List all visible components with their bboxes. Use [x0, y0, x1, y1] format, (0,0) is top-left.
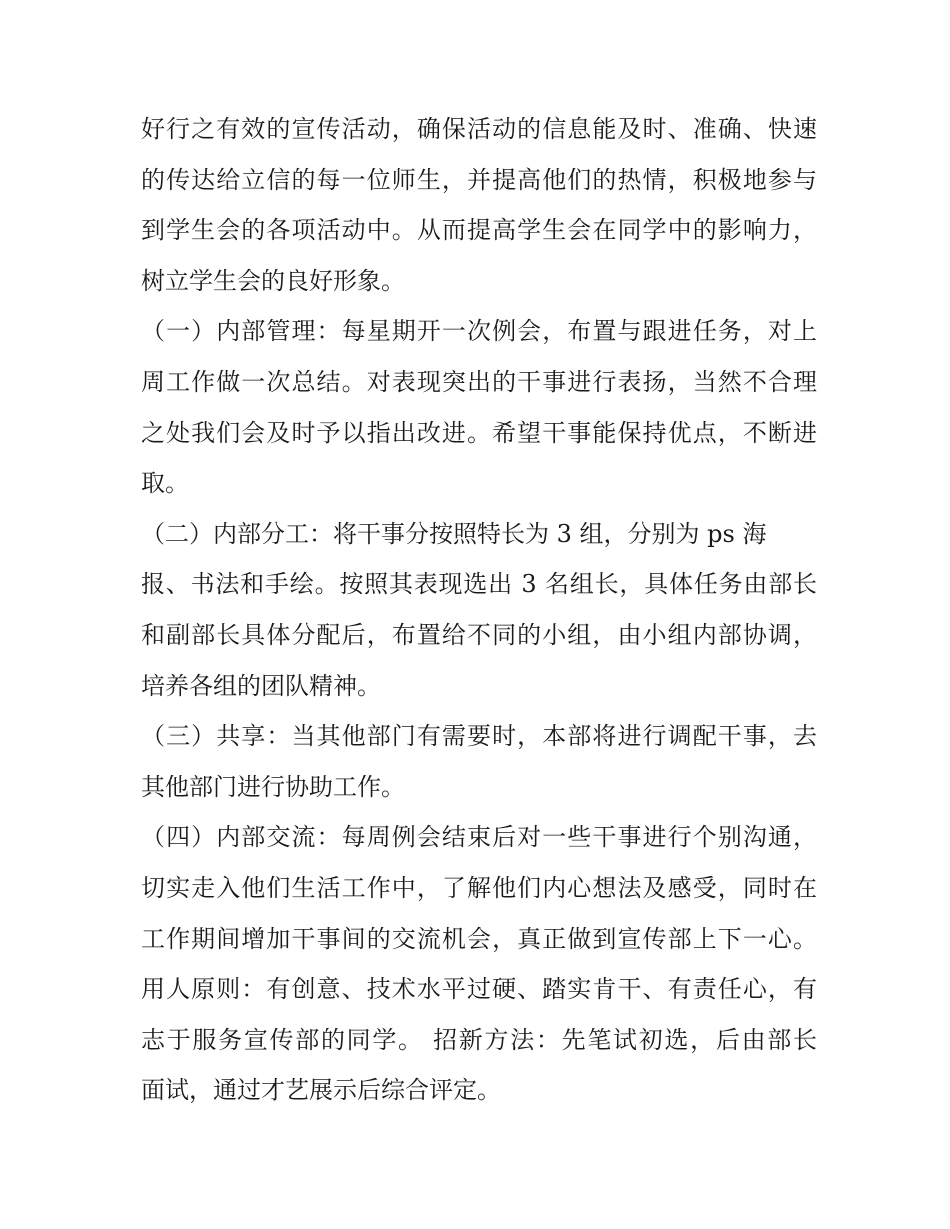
text-line: 的传达给立信的每一位师生，并提高他们的热情，积极地参与 [141, 165, 817, 194]
text-line: （三）共享：当其他部门有需要时，本部将进行调配干事，去 [141, 722, 817, 751]
text-line: 切实走入他们生活工作中，了解他们内心想法及感受，同时在 [141, 873, 817, 902]
text-line: 和副部长具体分配后，布置给不同的小组，由小组内部协调， [141, 620, 817, 649]
text-line: 树立学生会的良好形象。 [141, 266, 405, 295]
body-text [141, 104, 817, 1116]
text-line: （四）内部交流：每周例会结束后对一些干事进行个别沟通， [141, 823, 817, 852]
text-line: 之处我们会及时予以指出改进。希望干事能保持优点，不断进 [141, 418, 817, 447]
text-line: （二）内部分工：将干事分按照特长为 3 组，分别为 ps 海 [141, 519, 767, 548]
text-line: 取。 [141, 469, 189, 498]
text-line: 工作期间增加干事间的交流机会，真正做到宣传部上下一心。 [141, 924, 817, 953]
text-line: 面试，通过才艺展示后综合评定。 [141, 1076, 501, 1105]
text-line: 报、书法和手绘。按照其表现选出 3 名组长，具体任务由部长 [141, 570, 817, 599]
text-line: 培养各组的团队精神。 [141, 671, 381, 700]
text-line: 到学生会的各项活动中。从而提高学生会在同学中的影响力， [141, 216, 817, 245]
text-line: 其他部门进行协助工作。 [141, 772, 405, 801]
text-line: 周工作做一次总结。对表现突出的干事进行表扬，当然不合理 [141, 367, 817, 396]
text-line: 用人原则：有创意、技术水平过硬、踏实肯干、有责任心，有 [141, 975, 817, 1004]
text-line: （一）内部管理：每星期开一次例会，布置与跟进任务，对上 [141, 317, 817, 346]
text-line: 好行之有效的宣传活动，确保活动的信息能及时、准确、快速 [141, 115, 817, 143]
text-line: 志于服务宣传部的同学。 招新方法：先笔试初选，后由部长 [141, 1025, 817, 1054]
